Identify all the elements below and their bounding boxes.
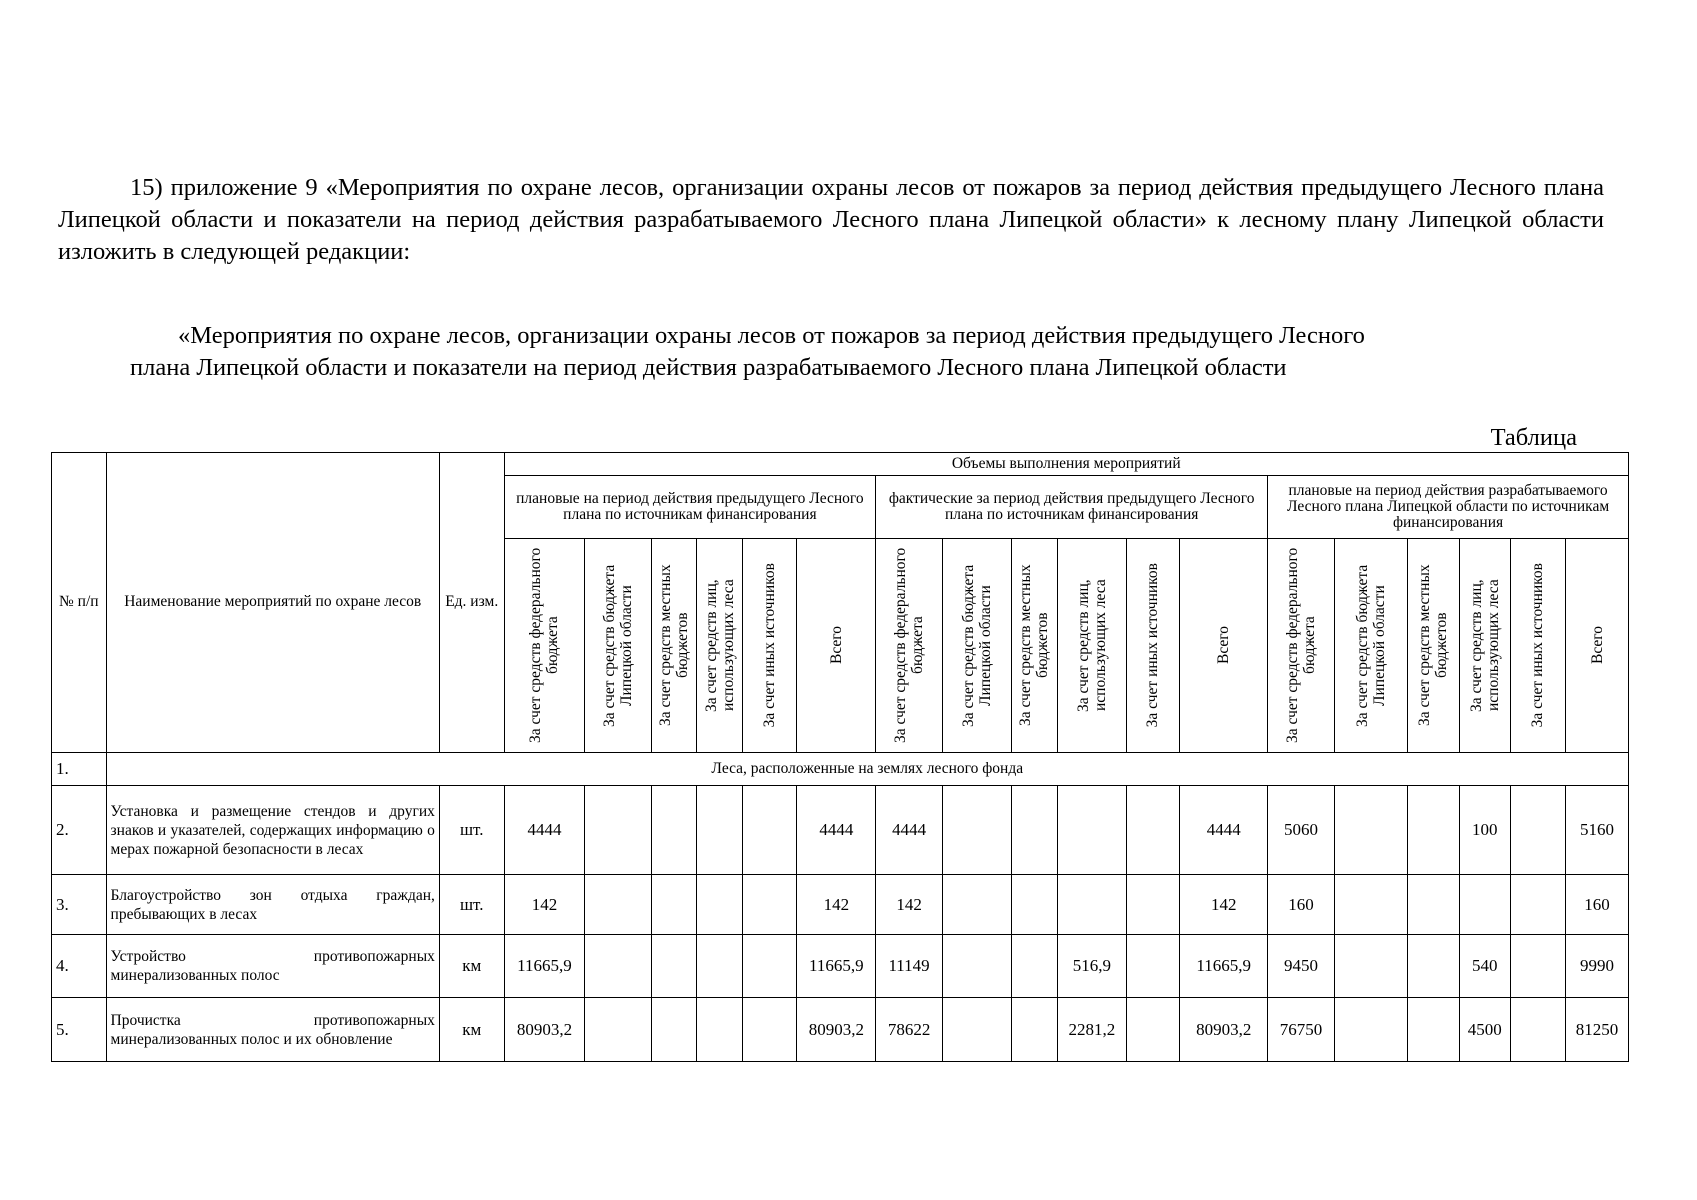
row-value [1011,935,1057,998]
header-group-planned-previous: плановые на период действия предыдущего Лесного плана по источникам финансирования [504,476,876,539]
row-value [1334,875,1407,935]
row-value [697,875,742,935]
row-num: 2. [52,786,107,875]
row-value: 142 [797,875,876,935]
subheader-other: За счет иных источников [1126,539,1180,753]
intro-paragraph: 15) приложение 9 «Мероприятия по охране лесов, организации охраны лесов от пожаров за период действия предыдущего Лесного плана Липецкой области и показатели на период действия разрабатываемого Лесного плана Липецкой области» к лесному плану Липецкой области изложить в следующей редакции: [58,174,1604,265]
row-value [652,998,697,1062]
row-value [1058,875,1127,935]
row-value [1126,935,1180,998]
row-value [1407,935,1460,998]
row-value: 5060 [1268,786,1335,875]
row-value: 80903,2 [797,998,876,1062]
row-unit: км [439,998,504,1062]
row-unit: км [439,935,504,998]
title-line-2: плана Липецкой области и показатели на период действия разрабатываемого Лесного плана Липецкой области [130,354,1287,381]
row-value [1510,786,1566,875]
row-value: 80903,2 [504,998,585,1062]
row-unit: шт. [439,875,504,935]
subheader-total: Всего [1180,539,1268,753]
row-value [1011,998,1057,1062]
row-value [1126,786,1180,875]
row-value: 4500 [1460,998,1511,1062]
row-value [1058,786,1127,875]
row-value [1126,998,1180,1062]
subheader-users: За счет средств лиц, использующих леса [1058,539,1127,753]
row-value [1510,935,1566,998]
row-num: 4. [52,935,107,998]
title-line-1: «Мероприятия по охране лесов, организации охраны лесов от пожаров за период действия предыдущего Лесного [178,322,1365,349]
subheader-users: За счет средств лиц, использующих леса [1460,539,1511,753]
row-value: 142 [876,875,943,935]
row-value [942,935,1011,998]
table-row [52,786,1629,875]
row-value [1510,875,1566,935]
row-value: 4444 [797,786,876,875]
header-num: № п/п [52,453,107,753]
row-value [697,786,742,875]
header-name: Наименование мероприятий по охране лесов [106,453,439,753]
row-name: Устройство противопожарных минерализованных полос [106,935,439,998]
subheader-other: За счет иных источников [742,539,797,753]
subheader-regional: За счет средств бюджета Липецкой области [942,539,1011,753]
row-value: 9990 [1566,935,1629,998]
row-value: 4444 [1180,786,1268,875]
row-value [1011,875,1057,935]
row-value [1407,786,1460,875]
header-group-actual-previous: фактические за период действия предыдущего Лесного плана по источникам финансирования [876,476,1268,539]
row-name: Прочистка противопожарных минерализованных полос и их обновление [106,998,439,1062]
row-value: 11665,9 [504,935,585,998]
row-value: 160 [1566,875,1629,935]
row-value [1460,875,1511,935]
row-value: 5160 [1566,786,1629,875]
row-value [1126,875,1180,935]
row-value [1334,998,1407,1062]
row-value: 2281,2 [1058,998,1127,1062]
row-value [942,786,1011,875]
subheader-total: Всего [797,539,876,753]
row-value: 516,9 [1058,935,1127,998]
subheader-federal: За счет средств федерального бюджета [876,539,943,753]
row-value [1407,998,1460,1062]
row-value: 11149 [876,935,943,998]
measures-table [51,452,1629,1062]
row-value [652,875,697,935]
subheader-local: За счет средств местных бюджетов [1407,539,1460,753]
row-value: 11665,9 [797,935,876,998]
section-num: 1. [52,753,107,786]
row-value [1011,786,1057,875]
subheader-federal: За счет средств федерального бюджета [504,539,585,753]
section-title: Леса, расположенные на землях лесного фонда [106,753,1628,786]
row-value [652,786,697,875]
row-value [1407,875,1460,935]
row-value: 540 [1460,935,1511,998]
row-value [742,935,797,998]
row-value [1510,998,1566,1062]
row-value: 80903,2 [1180,998,1268,1062]
row-value [1334,786,1407,875]
subheader-federal: За счет средств федерального бюджета [1268,539,1335,753]
row-name: Установка и размещение стендов и других знаков и указателей, содержащих информацию о мерах пожарной безопасности в лесах [106,786,439,875]
subheader-users: За счет средств лиц, использующих леса [697,539,742,753]
row-value: 142 [1180,875,1268,935]
header-unit: Ед. изм. [439,453,504,753]
row-value [585,935,652,998]
row-num: 5. [52,998,107,1062]
row-value [942,875,1011,935]
row-value: 11665,9 [1180,935,1268,998]
subheader-regional: За счет средств бюджета Липецкой области [1334,539,1407,753]
row-value [585,875,652,935]
row-value [585,998,652,1062]
subheader-regional: За счет средств бюджета Липецкой области [585,539,652,753]
row-value: 81250 [1566,998,1629,1062]
subheader-other: За счет иных источников [1510,539,1566,753]
header-group-title: Объемы выполнения мероприятий [504,453,1628,476]
row-num: 3. [52,875,107,935]
table-row [52,935,1629,998]
subheader-local: За счет средств местных бюджетов [652,539,697,753]
row-value: 4444 [504,786,585,875]
row-value [585,786,652,875]
header-group-planned-new: плановые на период действия разрабатываемого Лесного плана Липецкой области по источникам финансирования [1268,476,1629,539]
row-value [1334,935,1407,998]
row-value [697,935,742,998]
row-value [742,998,797,1062]
row-value: 76750 [1268,998,1335,1062]
row-value [742,786,797,875]
row-value: 78622 [876,998,943,1062]
row-value [652,935,697,998]
row-unit: шт. [439,786,504,875]
row-value: 9450 [1268,935,1335,998]
row-value [742,875,797,935]
row-value: 100 [1460,786,1511,875]
table-row [52,998,1629,1062]
row-value: 142 [504,875,585,935]
row-value [697,998,742,1062]
table-label: Таблица [1490,424,1577,451]
row-name: Благоустройство зон отдыха граждан, пребывающих в лесах [106,875,439,935]
document-title [130,320,1600,384]
row-value [942,998,1011,1062]
table-row [52,875,1629,935]
row-value: 4444 [876,786,943,875]
subheader-total: Всего [1566,539,1629,753]
row-value: 160 [1268,875,1335,935]
subheader-local: За счет средств местных бюджетов [1011,539,1057,753]
